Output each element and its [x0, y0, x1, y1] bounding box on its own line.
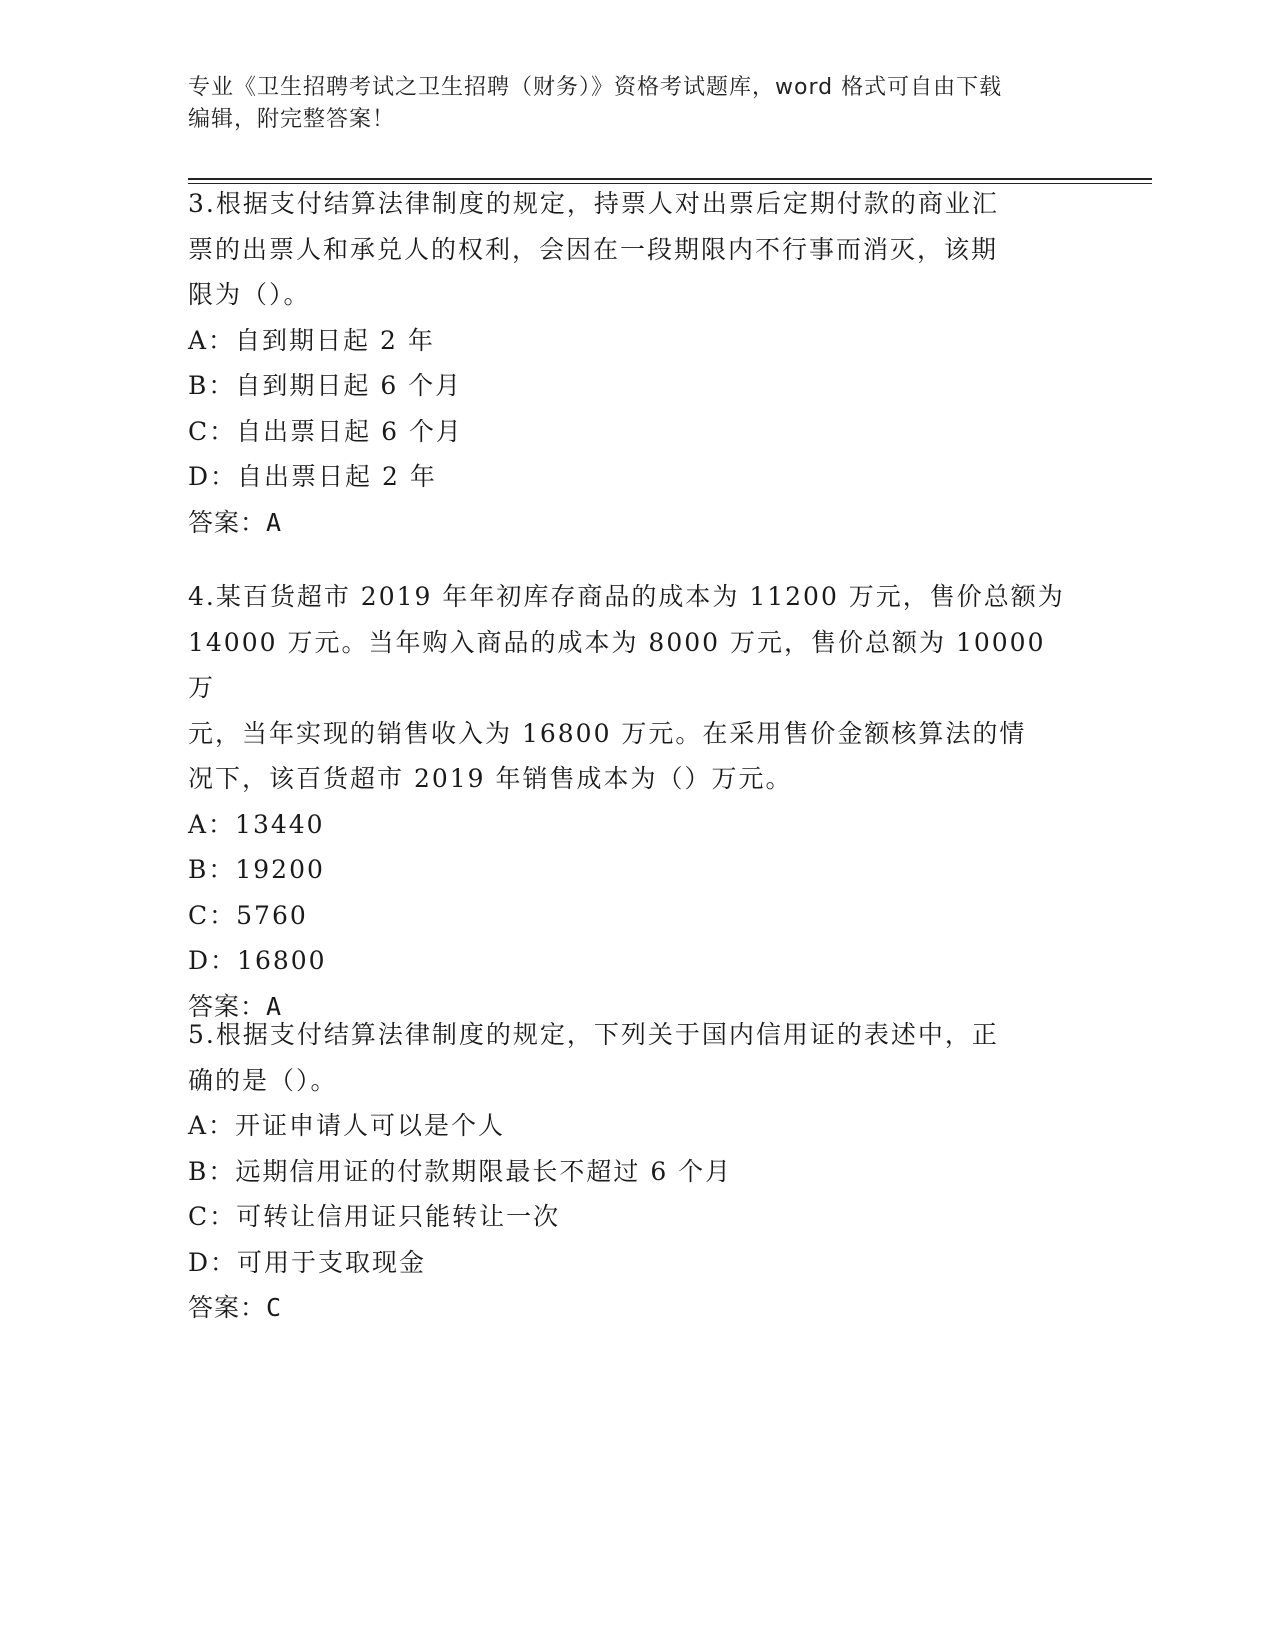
stem-line: 元，当年实现的销售收入为 16800 万元。在采用售价金额核算法的情	[188, 718, 1027, 748]
option-d: D：16800	[188, 946, 327, 975]
question-stem	[188, 574, 1068, 802]
stem-line: 况下，该百货超市 2019 年销售成本为（）万元。	[188, 764, 793, 793]
stem-line: 4.某百货超市 2019 年年初库存商品的成本为 11200 万元，售价总额为	[188, 582, 1065, 611]
option-b: B：19200	[188, 855, 325, 884]
option-d: D：自出票日起 2 年	[188, 462, 437, 491]
stem-line: 限为（）。	[188, 280, 311, 309]
answer-value: A	[266, 507, 283, 537]
option-a: A：13440	[188, 809, 325, 839]
stem-line: 确的是（）。	[188, 1065, 338, 1095]
answer-value: A	[266, 991, 283, 1021]
option-c: C：自出票日起 6 个月	[188, 416, 463, 446]
document-header	[188, 72, 1068, 136]
stem-line: 票的出票人和承兑人的权利，会因在一段期限内不行事而消灭，该期	[188, 234, 999, 264]
header-line-2: 编辑，附完整答案！	[188, 107, 396, 132]
question-3	[188, 181, 1068, 545]
stem-line: 5.根据支付结算法律制度的规定，下列关于国内信用证的表述中，正	[188, 1020, 999, 1049]
stem-line: 3.根据支付结算法律制度的规定，持票人对出票后定期付款的商业汇	[188, 189, 999, 218]
header-rule-thick	[188, 178, 1152, 180]
answer-line	[188, 500, 1068, 546]
stem-line: 14000 万元。当年购入商品的成本为 8000 万元，售价总额为 10000 万	[188, 627, 1046, 702]
answer-line	[188, 1285, 1068, 1331]
answer-label: 答案：	[188, 1293, 267, 1322]
question-stem	[188, 1012, 1068, 1103]
option-a: A：开证申请人可以是个人	[188, 1111, 506, 1140]
question-stem	[188, 181, 1068, 318]
question-5	[188, 1012, 1068, 1331]
option-c: C：5760	[188, 900, 308, 930]
option-c: C：可转让信用证只能转让一次	[188, 1202, 561, 1231]
answer-label: 答案：	[188, 991, 267, 1021]
header-line-1: 专业《卫生招聘考试之卫生招聘（财务）》资格考试题库，word 格式可自由下载	[188, 75, 1003, 100]
option-b: B：远期信用证的付款期限最长不超过 6 个月	[188, 1156, 733, 1186]
option-a: A：自到期日起 2 年	[188, 325, 435, 355]
answer-label: 答案：	[188, 507, 267, 537]
answer-value: C	[266, 1293, 283, 1322]
option-d: D：可用于支取现金	[188, 1247, 427, 1277]
question-4	[188, 574, 1068, 1029]
option-b: B：自到期日起 6 个月	[188, 371, 463, 400]
